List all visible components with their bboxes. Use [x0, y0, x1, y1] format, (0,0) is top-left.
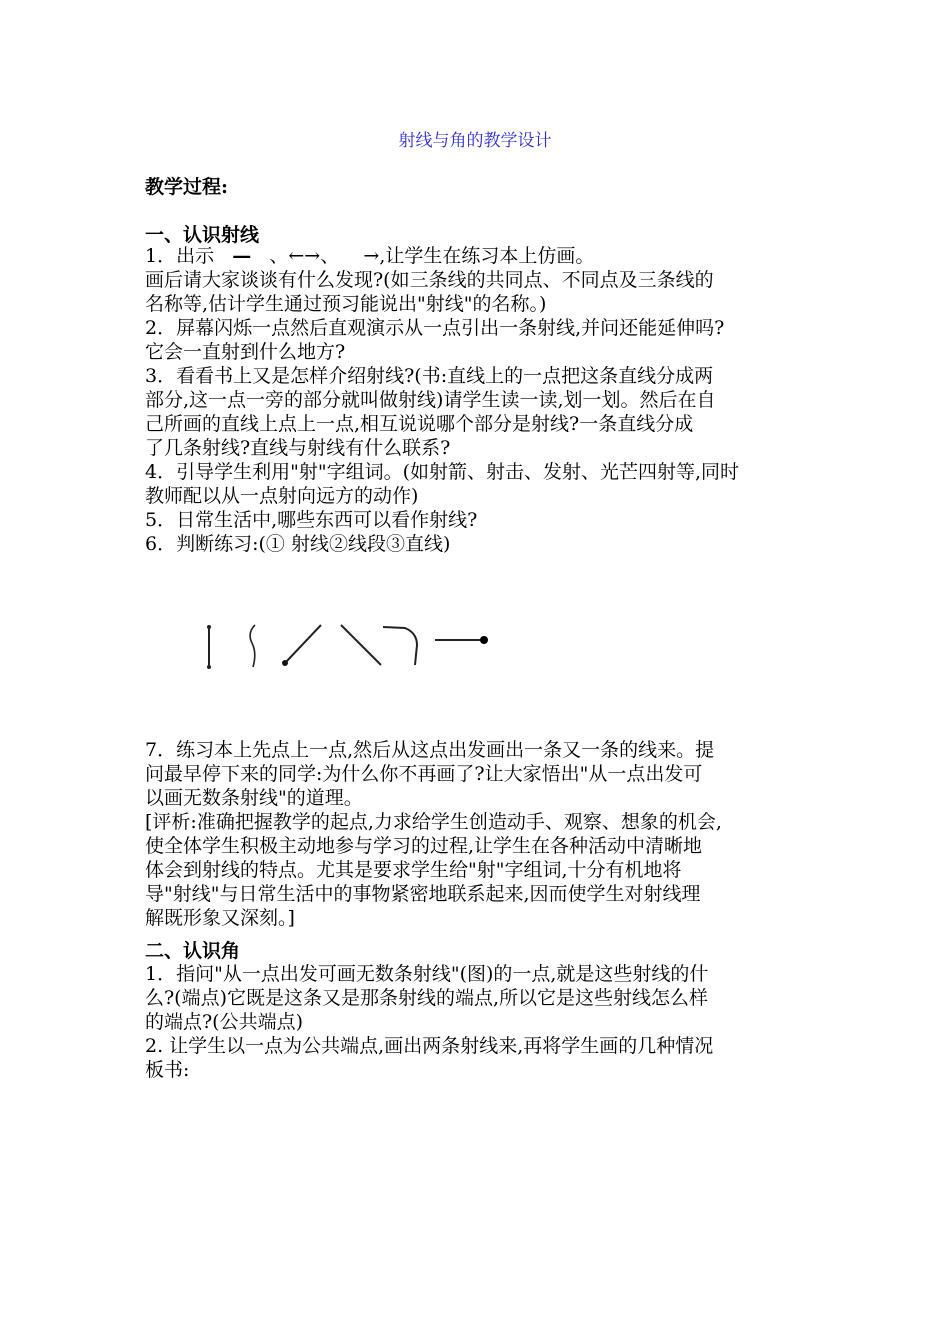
judgment-figures [195, 615, 505, 675]
figure-bent-line [383, 627, 417, 665]
text-line: 使全体学生积极主动地参与学习的过程,让学生在各种活动中清晰地 [145, 835, 703, 857]
text-line: 2. 让学生以一点为公共端点,画出两条射线来,再将学生画的几种情况 [145, 1035, 714, 1057]
document-title: 射线与角的教学设计 [398, 131, 552, 151]
text-line: 7．练习本上先点上一点,然后从这点出发画出一条又一条的线来。提 [145, 739, 715, 761]
text-line: [评析:准确把握教学的起点,力求给学生创造动手、观察、想象的机会, [145, 811, 722, 833]
section1-body-a [145, 268, 835, 556]
figure-curve [250, 625, 255, 667]
separator: 、 [269, 245, 289, 267]
section1-body-b [145, 738, 835, 930]
separator: 、 [320, 245, 340, 267]
text-line: 5．日常生活中,哪些东西可以看作射线? [145, 509, 478, 531]
figure-ray-diagonal [282, 625, 321, 666]
item1-prefix: 1．出示 [145, 245, 215, 267]
text-line: 教师配以从一点射向远方的动作) [145, 485, 419, 507]
text-line: 3．看看书上又是怎样介绍射线?(书:直线上的一点把这条直线分成两 [145, 365, 714, 387]
text-line: 1．指问"从一点出发可画无数条射线"(图)的一点,就是这些射线的什 [145, 963, 709, 985]
figure-line-diagonal [341, 625, 381, 665]
section1-heading: 一、认识射线 [145, 224, 260, 246]
figure-ray-horizontal [435, 636, 488, 644]
text-line: 名称等,估计学生通过预习能说出"射线"的名称。) [145, 293, 547, 315]
section1-item1 [145, 244, 835, 268]
text-line: 画后请大家谈谈有什么发现?(如三条线的共同点、不同点及三条线的 [145, 269, 714, 291]
text-line: 了几条射线?直线与射线有什么联系? [145, 437, 451, 459]
text-line: 导"射线"与日常生活中的事物紧密地联系起来,因而使学生对射线理 [145, 883, 701, 905]
section2-heading: 二、认识角 [145, 940, 241, 962]
text-line: 4．引导学生利用"射"字组词。(如射箭、射击、发射、光芒四射等,同时 [145, 461, 740, 483]
text-line: 它会一直射到什么地方? [145, 341, 346, 363]
text-line: 问最早停下来的同学:为什么你不再画了?让大家悟出"从一点出发可 [145, 763, 703, 785]
arrow-symbol: → [363, 245, 380, 267]
item1-suffix: ,让学生在练习本上仿画。 [379, 245, 595, 267]
text-line: 己所画的直线上点上一点,相互说说哪个部分是射线?一条直线分成 [145, 413, 694, 435]
process-heading: 教学过程: [145, 176, 229, 198]
text-line: 解既形象又深刻。] [145, 907, 295, 929]
text-line: 2．屏幕闪烁一点然后直观演示从一点引出一条射线,并问还能延伸吗? [145, 317, 725, 339]
text-line: 么?(端点)它既是这条又是那条射线的端点,所以它是这些射线怎么样 [145, 987, 709, 1009]
text-line: 板书: [145, 1059, 190, 1081]
double-arrow-symbol: ←→ [288, 245, 321, 267]
text-line: 6．判断练习:(① 射线②线段③直线) [145, 533, 451, 555]
text-line: 体会到射线的特点。尤其是要求学生给"射"字组词,十分有机地将 [145, 859, 682, 881]
section2-body [145, 962, 835, 1082]
text-line: 以画无数条射线"的道理。 [145, 787, 363, 809]
text-line: 部分,这一点一旁的部分就叫做射线)请学生读一读,划一划。然后在自 [145, 389, 716, 411]
text-line: 的端点?(公共端点) [145, 1011, 304, 1033]
line-symbol: — [232, 245, 252, 267]
figure-segment-vertical [207, 625, 211, 669]
